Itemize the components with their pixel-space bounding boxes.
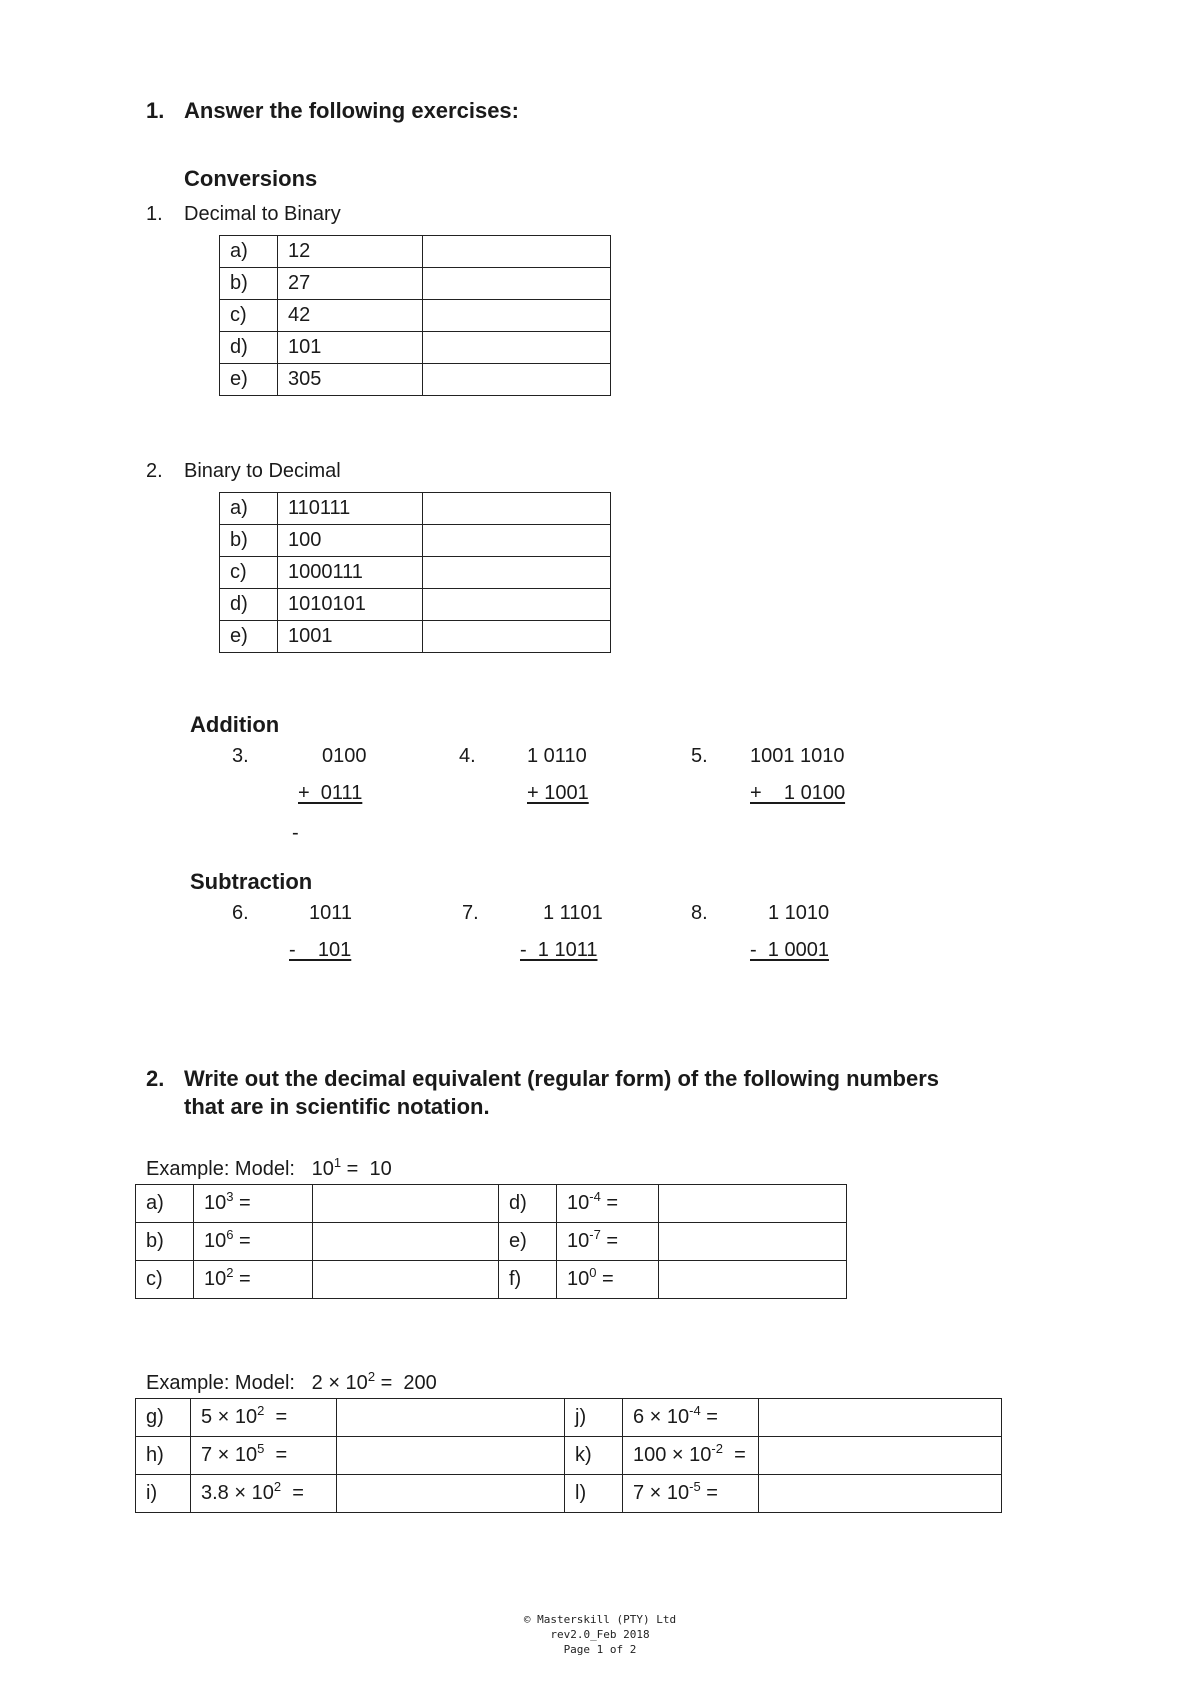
answer-cell[interactable] [423,589,611,621]
expression-suffix: = [722,1444,746,1466]
answer-cell[interactable] [313,1185,499,1223]
expression [557,1261,659,1299]
q2-number: 2. [146,1066,165,1091]
footer-revision: rev2.0_Feb 2018 [550,1628,650,1641]
expression-base: 10 [567,1268,590,1290]
row-letter: j) [565,1399,623,1437]
row-letter: g) [136,1399,191,1437]
table-row [220,332,611,364]
answer-cell[interactable] [759,1437,1002,1475]
expression [557,1185,659,1223]
answer-cell[interactable] [423,300,611,332]
row-letter: a) [220,236,278,268]
expression-suffix: = [700,1482,718,1504]
expression-suffix: = [600,1192,619,1214]
example-1-exp: 1 [333,1155,342,1170]
binary-value: 110111 [278,493,423,525]
answer-cell[interactable] [423,332,611,364]
decimal-value: 27 [278,268,423,300]
answer-cell[interactable] [759,1399,1002,1437]
table-row [220,268,611,300]
expression [194,1223,313,1261]
expression [191,1437,337,1475]
expression-exp: -5 [689,1479,701,1494]
expression-suffix: = [264,1444,288,1466]
answer-cell[interactable] [423,364,611,396]
expression-base: 100 × 10 [633,1444,712,1466]
expression [623,1399,759,1437]
expression-exp: -4 [589,1189,601,1204]
decimal-value: 101 [278,332,423,364]
row-letter: c) [136,1261,194,1299]
bin-to-dec-number: 2. [146,460,163,482]
expression [194,1261,313,1299]
row-letter: a) [136,1185,194,1223]
subtrahend: - 1 0001 [750,939,829,961]
expression [623,1475,759,1513]
expression-exp: 0 [589,1265,597,1280]
binary-value: 1000111 [278,557,423,589]
powers-of-ten-table [135,1184,847,1299]
row-letter: k) [565,1437,623,1475]
table-row [136,1399,1002,1437]
q2-title-line2: that are in scientific notation. [184,1094,490,1119]
expression-suffix: = [264,1406,288,1428]
answer-cell[interactable] [313,1223,499,1261]
example-2 [146,1369,437,1395]
table-row [136,1437,1002,1475]
expression-exp: 5 [257,1441,265,1456]
dec-to-bin-table [219,235,611,396]
decimal-value: 305 [278,364,423,396]
binary-value: 1010101 [278,589,423,621]
table-row [220,621,611,653]
expression-base: 7 × 10 [633,1482,690,1504]
answer-cell[interactable] [337,1475,565,1513]
row-letter: e) [499,1223,557,1261]
addend-top: 0100 [322,745,367,767]
conversions-heading: Conversions [184,166,318,191]
q1-number: 1. [146,98,165,123]
expression-suffix: = [700,1406,718,1428]
answer-cell[interactable] [423,525,611,557]
decimal-value: 42 [278,300,423,332]
example-2-prefix: Example: Model: [146,1372,295,1394]
row-letter: d) [220,589,278,621]
expression-base: 10 [567,1230,590,1252]
answer-cell[interactable] [659,1223,847,1261]
table-row [220,236,611,268]
answer-cell[interactable] [423,268,611,300]
row-letter: f) [499,1261,557,1299]
footer [0,1612,1200,1657]
row-letter: c) [220,300,278,332]
expression [194,1185,313,1223]
table-row [220,364,611,396]
answer-cell[interactable] [337,1399,565,1437]
q1-title: Answer the following exercises: [184,98,519,123]
expression-base: 10 [204,1268,227,1290]
stray-mark: - [292,822,299,844]
expression-base: 10 [204,1192,227,1214]
answer-cell[interactable] [759,1475,1002,1513]
answer-cell[interactable] [313,1261,499,1299]
expression-suffix: = [233,1192,251,1214]
decimal-value: 12 [278,236,423,268]
problem-number: 3. [232,745,249,767]
row-letter: b) [220,525,278,557]
expression-exp: 2 [257,1403,265,1418]
example-2-base: 2 × 10 [311,1372,368,1394]
answer-cell[interactable] [423,493,611,525]
example-2-rest: = 200 [375,1372,437,1394]
table-row [136,1261,847,1299]
row-letter: l) [565,1475,623,1513]
table-row [220,300,611,332]
expression [191,1399,337,1437]
expression-suffix: = [233,1268,251,1290]
table-row [220,557,611,589]
expression-exp: -4 [689,1403,701,1418]
answer-cell[interactable] [423,557,611,589]
expression-exp: -7 [589,1227,601,1242]
expression-base: 7 × 10 [201,1444,258,1466]
table-row [220,493,611,525]
expression-exp: -2 [711,1441,723,1456]
expression [623,1437,759,1475]
row-letter: b) [136,1223,194,1261]
problem-number: 5. [691,745,708,767]
binary-value: 100 [278,525,423,557]
subtrahend: - 1 1011 [520,939,598,961]
addend-top: 1 0110 [527,745,587,767]
answer-cell[interactable] [423,236,611,268]
minuend: 1 1010 [768,902,830,924]
expression-exp: 2 [273,1479,282,1494]
addend-bottom: + 0111 [298,782,363,804]
expression-base: 5 × 10 [201,1406,258,1428]
bin-to-dec-table [219,492,611,653]
expression-exp: 3 [226,1189,234,1204]
expression-suffix: = [596,1268,614,1290]
addend-top: 1001 1010 [750,745,845,767]
example-1-prefix: Example: Model: [146,1158,295,1180]
expression-base: 10 [567,1192,590,1214]
problem-number: 8. [691,902,708,924]
problem-number: 6. [232,902,249,924]
problem-number: 4. [459,745,476,767]
expression-base: 3.8 × 10 [201,1482,274,1504]
addition-heading: Addition [190,712,280,737]
row-letter: d) [499,1185,557,1223]
table-row [220,525,611,557]
answer-cell[interactable] [337,1437,565,1475]
example-1-rest: = 10 [341,1158,392,1180]
expression-exp: 2 [226,1265,234,1280]
answer-cell[interactable] [423,621,611,653]
footer-page-number: Page 1 of 2 [563,1643,637,1656]
subtrahend: - 101 [289,939,352,961]
expression-suffix: = [281,1482,304,1504]
row-letter: a) [220,493,278,525]
minuend: 1011 [309,902,353,924]
expression-suffix: = [233,1230,251,1252]
subtraction-heading: Subtraction [190,869,313,894]
minuend: 1 1101 [543,902,603,924]
example-1-base: 10 [311,1158,334,1180]
row-letter: c) [220,557,278,589]
row-letter: b) [220,268,278,300]
row-letter: h) [136,1437,191,1475]
row-letter: d) [220,332,278,364]
example-1 [146,1155,392,1181]
row-letter: e) [220,364,278,396]
expression-base: 10 [204,1230,227,1252]
row-letter: i) [136,1475,191,1513]
addend-bottom: + 1001 [527,782,589,804]
bin-to-dec-label: Binary to Decimal [184,460,341,482]
problem-number: 7. [462,902,479,924]
binary-value: 1001 [278,621,423,653]
expression [191,1475,337,1513]
dec-to-bin-label: Decimal to Binary [184,203,341,225]
expression [557,1223,659,1261]
row-letter: e) [220,621,278,653]
table-row [136,1185,847,1223]
answer-cell[interactable] [659,1261,847,1299]
scientific-notation-table [135,1398,1002,1513]
example-2-exp: 2 [367,1369,376,1384]
table-row [136,1223,847,1261]
addend-bottom: + 1 0100 [750,782,846,804]
answer-cell[interactable] [659,1185,847,1223]
expression-base: 6 × 10 [633,1406,690,1428]
q2-title-line1: Write out the decimal equivalent (regular form) of the following numbers [184,1066,939,1091]
table-row [136,1475,1002,1513]
expression-exp: 6 [226,1227,234,1242]
dec-to-bin-number: 1. [146,203,163,225]
footer-copyright: © Masterskill (PTY) Ltd [523,1613,677,1626]
table-row [220,589,611,621]
expression-suffix: = [600,1230,619,1252]
